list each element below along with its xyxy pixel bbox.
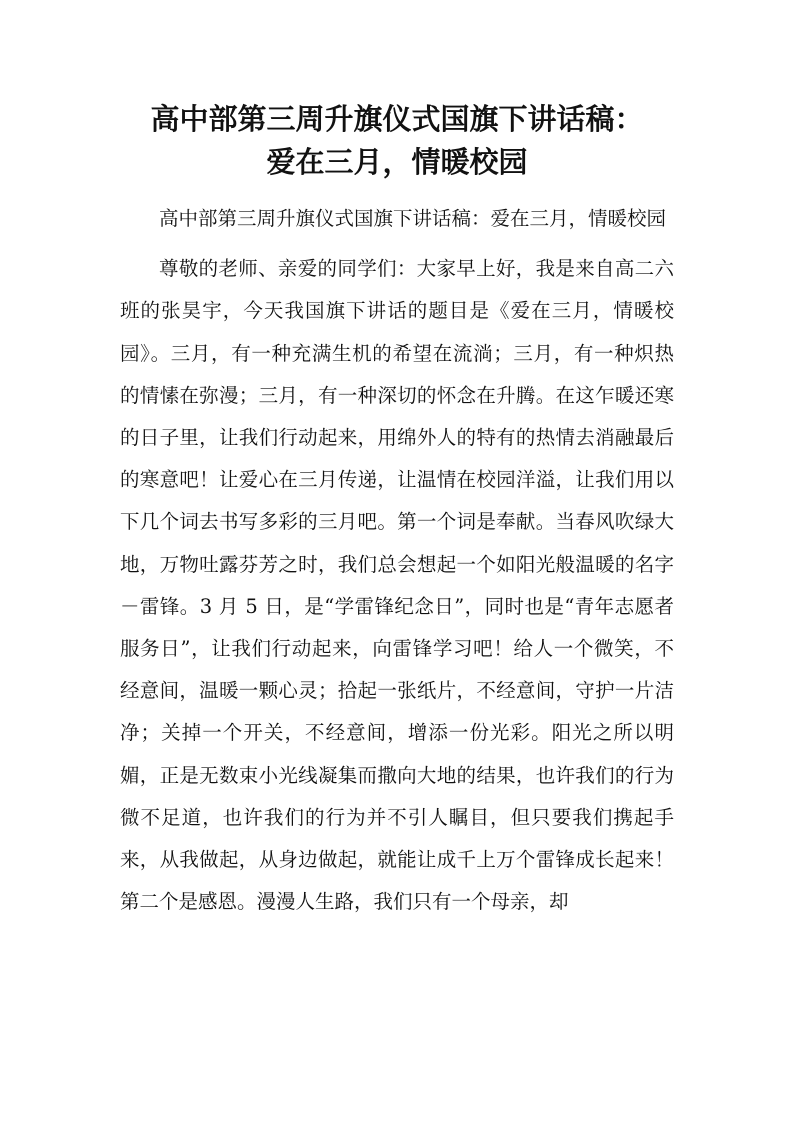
document-title: [100, 98, 694, 184]
paragraph-subtitle: 高中部第三周升旗仪式国旗下讲话稿：爱在三月，情暖校园: [159, 207, 667, 230]
document-body: [120, 198, 674, 923]
title-line-2: 爱在三月，情暖校园: [266, 145, 528, 179]
paragraph-speech: 尊敬的老师、亲爱的同学们：大家早上好，我是来自高二六班的张昊宇，今天我国旗下讲话的题目是《爱在三月，情暖校园》。三月，有一种充满生机的希望在流淌；三月，有一种炽热的情愫在弥漫；三月，有一种深切的怀念在升腾。在这乍暖还寒的日子里，让我们行动起来，用绵外人的特有的热情去消融最后的寒意吧！让爱心在三月传递，让温情在校园洋溢，让我们用以下几个词去书写多彩的三月吧。第一个词是奉献。当春风吹绿大地，万物吐露芬芳之时，我们总会想起一个如阳光般温暖的名字－雷锋。3 月 5 日，是“学雷锋纪念日”，同时也是“青年志愿者服务日”，让我们行动起来，向雷锋学习吧！给人一个微笑，不经意间，温暖一颗心灵；拾起一张纸片，不经意间，守护一片洁净；关掉一个开关，不经意间，增添一份光彩。阳光之所以明媚，正是无数束小光线凝集而撒向大地的结果，也许我们的行为微不足道，也许我们的行为并不引人瞩目，但只要我们携起手来，从我做起，从身边做起，就能让成千上万个雷锋成长起来！第二个是感恩。漫漫人生路，我们只有一个母亲，却: [120, 257, 674, 914]
title-line-1: 高中部第三周升旗仪式国旗下讲话稿：: [150, 102, 644, 136]
